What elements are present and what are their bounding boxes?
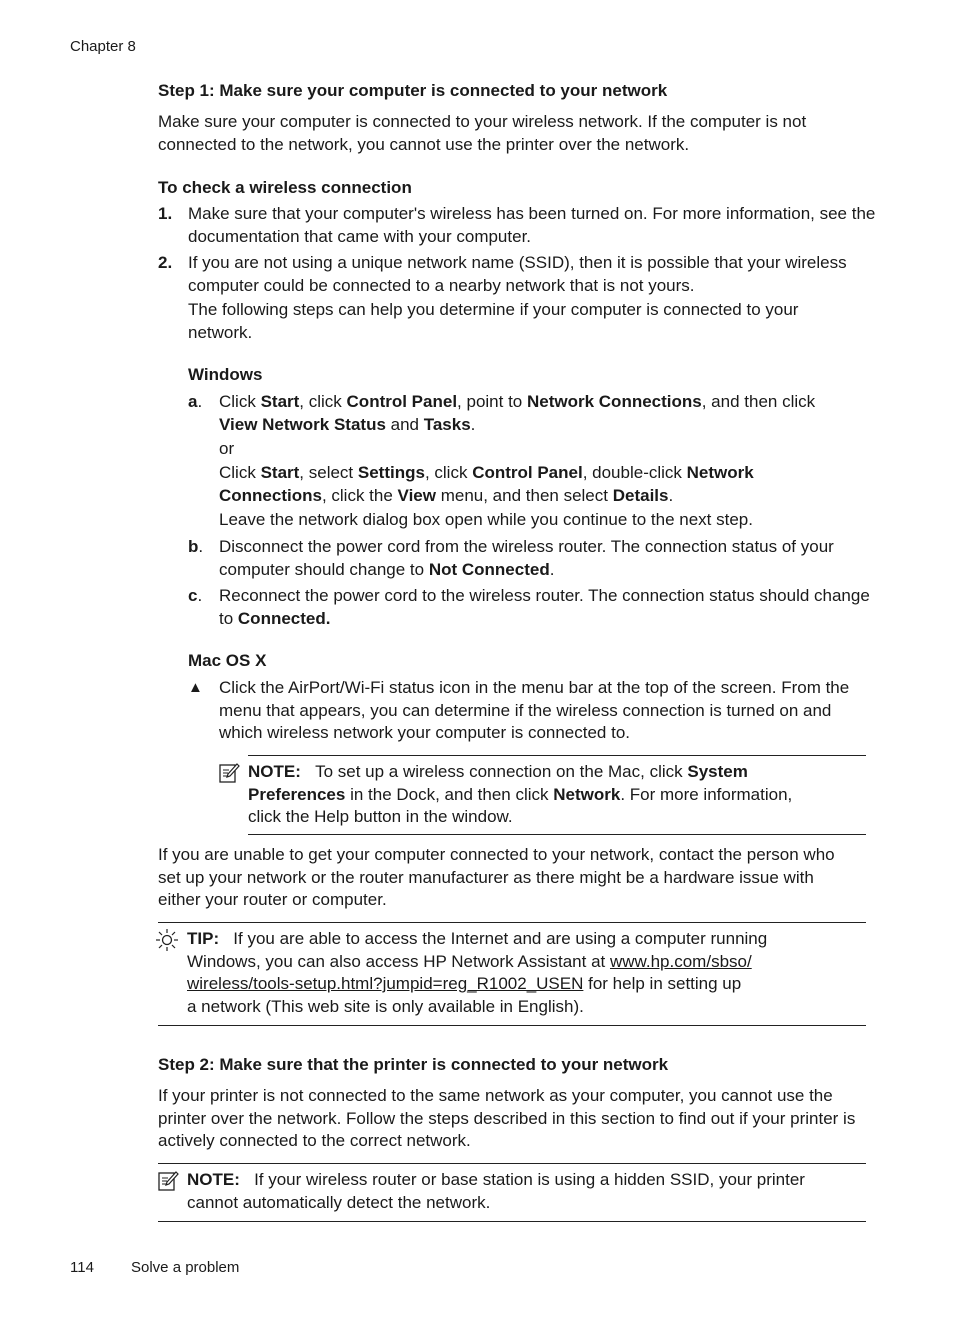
list-item-1: Make sure that your computer's wireless has been turned on. For more information, see the documentation that came with your computer. <box>188 204 876 246</box>
note2-pencil-icon <box>157 1170 179 1192</box>
check-heading: To check a wireless connection <box>158 178 412 197</box>
step-c-marker: c. <box>188 586 203 605</box>
step-a-marker: a. <box>188 392 203 411</box>
step-a-alt-text: Click Start, select Settings, click Control Panel, double-click Network Connections, click the View menu, and then select Details. <box>219 463 754 505</box>
leave-dialog-text: Leave the network dialog box open while you continue to the next step. <box>219 510 753 529</box>
tip-text: TIP: If you are able to access the Internet and are using a computer running Windows, you can also access HP Network Assistant at www.hp.com/sbso/ wireless/tools-setup.html?jumpid=reg_R1002_USEN for help in setting up a network (This web site is only available in English). <box>187 929 768 1016</box>
step-a-text: Click Start, click Control Panel, point to Network Connections, and then click View Network Status and Tasks. <box>219 392 816 434</box>
tip-bottom-divider <box>158 1025 866 1026</box>
list-number-2: 2. <box>158 253 173 272</box>
tip-top-divider <box>158 922 866 923</box>
triangle-bullet-icon: ▲ <box>188 679 203 696</box>
step1-body: Make sure your computer is connected to your wireless network. If the computer is not connected to the network, you cannot use the printer over the network. <box>158 112 807 154</box>
note2-bottom-divider <box>158 1221 866 1222</box>
step1-heading: Step 1: Make sure your computer is connected to your network <box>158 81 668 100</box>
lightbulb-icon <box>155 928 179 952</box>
note-pencil-icon <box>218 762 240 784</box>
footer-section: Solve a problem <box>131 1259 240 1276</box>
windows-heading: Windows <box>188 365 263 384</box>
page-number: 114 <box>70 1259 94 1276</box>
hp-assistant-link[interactable]: www.hp.com/sbso/ <box>609 951 752 971</box>
note-top-divider <box>248 755 866 756</box>
hp-assistant-link-cont[interactable]: wireless/tools-setup.html?jumpid=reg_R1002_USEN <box>187 974 584 993</box>
list-number-1: 1. <box>158 204 173 223</box>
note2-top-divider <box>158 1163 866 1164</box>
list-item-2: If you are not using a unique network name (SSID), then it is possible that your wireless computer could be connected to a nearby network that is not yours. <box>188 253 847 295</box>
unable-paragraph: If you are unable to get your computer connected to your network, contact the person who set up your network or the router manufacturer as there might be a hardware issue with either your router or computer. <box>158 845 835 909</box>
mac-note-text: NOTE: To set up a wireless connection on the Mac, click System Preferences in the Dock, and then click Network. For more information, click the Help button in the window. <box>248 762 793 826</box>
mac-text: Click the AirPort/Wi-Fi status icon in the menu bar at the top of the screen. From the menu that appears, you can determine if the wireless connection is turned on and which wireless network your computer is connected to. <box>219 678 850 742</box>
note-bottom-divider <box>248 834 866 835</box>
list-item-2-follow: The following steps can help you determine if your computer is connected to your network. <box>188 300 799 342</box>
chapter-label: Chapter 8 <box>70 38 136 55</box>
note2-text: NOTE: If your wireless router or base station is using a hidden SSID, your printer cannot automatically detect the network. <box>187 1170 805 1212</box>
step-b-marker: b. <box>188 537 204 556</box>
or-text: or <box>219 439 235 458</box>
step2-body: If your printer is not connected to the same network as your computer, you cannot use the printer over the network. Follow the steps described in this section to find out if your printer is actively connected to the correct network. <box>158 1086 856 1150</box>
step-c-text: Reconnect the power cord to the wireless router. The connection status should change to Connected. <box>219 586 870 628</box>
step2-heading: Step 2: Make sure that the printer is connected to your network <box>158 1055 669 1074</box>
mac-heading: Mac OS X <box>188 651 267 670</box>
step-b-text: Disconnect the power cord from the wireless router. The connection status of your computer should change to Not Connected. <box>219 537 834 579</box>
